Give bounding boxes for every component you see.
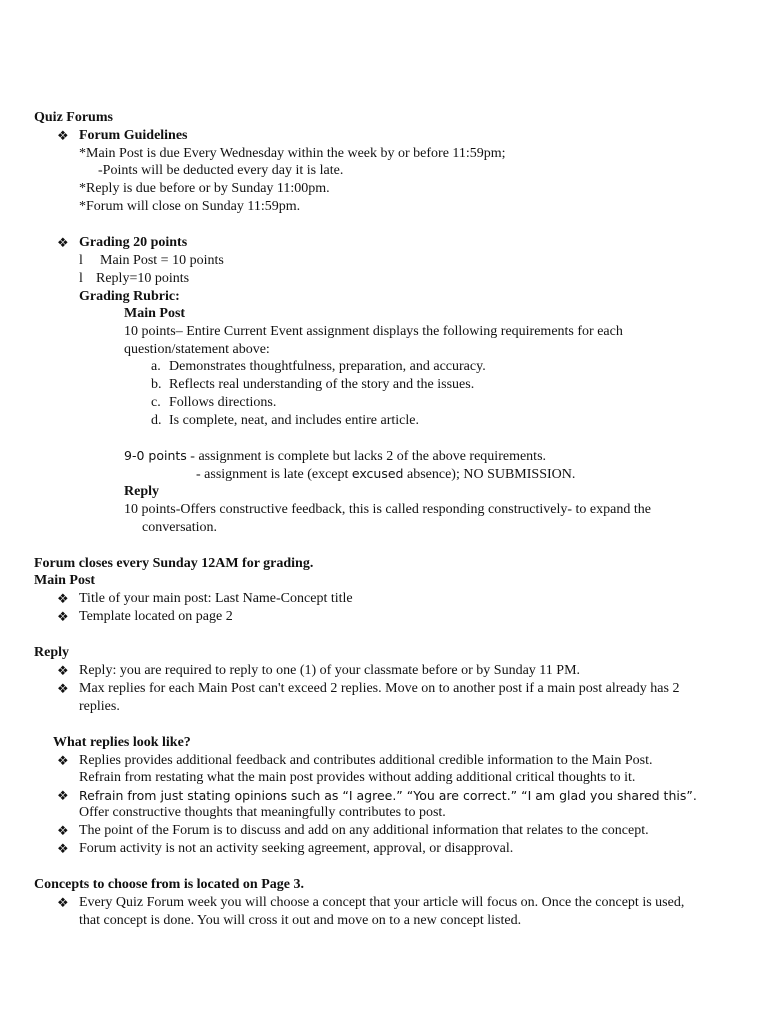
requirement-item: Is complete, neat, and includes entire article. <box>169 413 419 428</box>
replies-look-heading: What replies look like? <box>53 735 191 750</box>
rubric-main-post-desc: question/statement above: <box>124 342 270 357</box>
grading-heading: Grading 20 points <box>79 235 188 250</box>
concepts-item: Every Quiz Forum week you will choose a concept that your article will focus on. Once the concept is used, <box>79 895 685 910</box>
grading-item-marker: l <box>79 253 83 268</box>
guideline-line: *Main Post is due Every Wednesday within the week by or before 11:59pm; <box>79 146 506 161</box>
closing-notice: Forum closes every Sunday 12AM for grading. <box>34 556 314 571</box>
guidelines-heading: Forum Guidelines <box>79 128 188 143</box>
grading-item: Main Post = 10 points <box>100 253 224 268</box>
main-post-item: Template located on page 2 <box>79 609 233 624</box>
diamond-bullet-icon: ❖ <box>57 753 69 768</box>
diamond-bullet-icon: ❖ <box>57 823 69 838</box>
diamond-bullet-icon: ❖ <box>57 788 69 803</box>
main-post-item: Title of your main post: Last Name-Concept title <box>79 591 353 606</box>
requirement-item: Follows directions. <box>169 395 277 410</box>
requirement-letter: d. <box>151 413 162 428</box>
diamond-bullet-icon: ❖ <box>57 681 69 696</box>
diamond-bullet-icon: ❖ <box>57 235 69 250</box>
late-line <box>196 465 575 484</box>
diamond-bullet-icon: ❖ <box>57 609 69 624</box>
late-line-c: absence); NO SUBMISSION. <box>403 467 576 482</box>
guideline-line: *Reply is due before or by Sunday 11:00pm. <box>79 181 330 196</box>
diamond-bullet-icon: ❖ <box>57 663 69 678</box>
requirement-letter: b. <box>151 377 162 392</box>
rubric-reply-heading: Reply <box>124 484 159 499</box>
requirement-item: Demonstrates thoughtfulness, preparation, and accuracy. <box>169 359 486 374</box>
requirement-letter: a. <box>151 359 161 374</box>
diamond-bullet-icon: ❖ <box>57 841 69 856</box>
guideline-line: -Points will be deducted every day it is late. <box>98 163 344 178</box>
rubric-reply-desc: 10 points-Offers constructive feedback, this is called responding constructively- to expand the <box>124 502 651 517</box>
partial-points-text: - assignment is complete but lacks 2 of the above requirements. <box>186 449 547 464</box>
late-line-excused: excused <box>351 466 404 481</box>
concepts-item-continued: that concept is done. You will cross it out and move on to a new concept listed. <box>79 913 522 928</box>
reply-item-continued: replies. <box>79 699 120 714</box>
replies-look-item: Replies provides additional feedback and contributes additional credible information to the Main Post. <box>79 753 653 768</box>
replies-look-item: Forum activity is not an activity seeking agreement, approval, or disapproval. <box>79 841 514 856</box>
diamond-bullet-icon: ❖ <box>57 895 69 910</box>
main-post-heading: Main Post <box>34 573 96 588</box>
rubric-reply-desc: conversation. <box>142 520 218 535</box>
rubric-main-post-desc: 10 points– Entire Current Event assignment displays the following requirements for each <box>124 324 623 339</box>
grading-item: Reply=10 points <box>96 271 190 286</box>
partial-points-line <box>124 447 546 466</box>
guideline-line: *Forum will close on Sunday 11:59pm. <box>79 199 301 214</box>
diamond-bullet-icon: ❖ <box>57 128 69 143</box>
rubric-heading: Grading Rubric: <box>79 289 180 304</box>
document-title: Quiz Forums <box>34 110 113 125</box>
requirement-item: Reflects real understanding of the story and the issues. <box>169 377 475 392</box>
replies-look-item-continued: Refrain from restating what the main post provides without adding additional critical thoughts to it. <box>79 770 636 785</box>
reply-item: Max replies for each Main Post can't exceed 2 replies. Move on to another post if a main post already has 2 <box>79 681 680 696</box>
requirement-letter: c. <box>151 395 161 410</box>
concepts-heading: Concepts to choose from is located on Page 3. <box>34 877 304 892</box>
late-line-a: - assignment is late (except <box>196 467 352 482</box>
replies-look-item-continued: Offer constructive thoughts that meaningfully contributes to post. <box>79 805 446 820</box>
grading-item-marker: l <box>79 271 83 286</box>
partial-points-prefix: 9-0 points <box>124 448 187 463</box>
reply-heading: Reply <box>34 645 69 660</box>
reply-item: Reply: you are required to reply to one (1) of your classmate before or by Sunday 11 PM. <box>79 663 581 678</box>
rubric-main-post-heading: Main Post <box>124 306 186 321</box>
replies-look-item: The point of the Forum is to discuss and add on any additional information that relates to the concept. <box>79 823 649 838</box>
diamond-bullet-icon: ❖ <box>57 591 69 606</box>
replies-look-item: Refrain from just stating opinions such as “I agree.” “You are correct.” “I am glad you shared this”. <box>79 788 697 803</box>
